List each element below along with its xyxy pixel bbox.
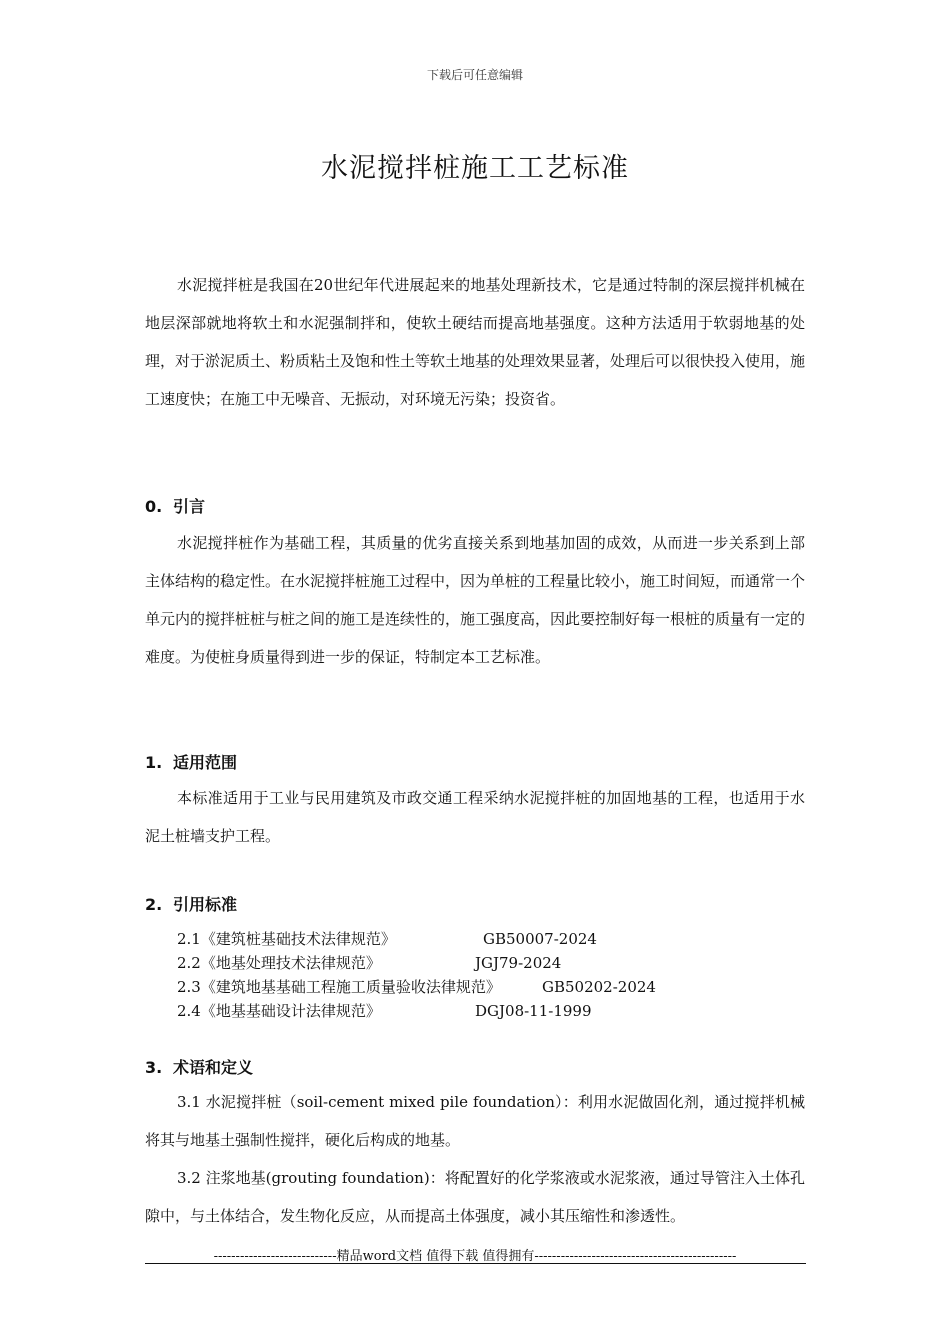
- reference-item: [177, 927, 805, 951]
- section-number: 2.: [145, 895, 163, 914]
- section-title: 引言: [173, 497, 206, 516]
- section-title: 术语和定义: [173, 1058, 254, 1077]
- definition-paragraph: 3.2 注浆地基(grouting foundation)：将配置好的化学浆液或水泥浆液，通过导管注入土体孔隙中，与土体结合，发生物化反应，从而提高土体强度，减小其压缩性和渗透性。: [145, 1169, 805, 1225]
- section-heading: [145, 494, 805, 517]
- reference-item: [177, 999, 805, 1023]
- section-1: [145, 750, 805, 773]
- section-2: [145, 892, 805, 915]
- section-paragraph: 本标准适用于工业与民用建筑及市政交通工程采纳水泥搅拌桩的加固地基的工程，也适用于水泥土桩墙支护工程。: [145, 789, 805, 845]
- reference-code: DGJ08-11-1999: [475, 1002, 592, 1020]
- reference-list: [145, 927, 805, 1023]
- section-heading: [145, 750, 805, 773]
- section-heading: [145, 1055, 805, 1078]
- page-footer: ----------------------------精品word文档 值得下载 值得拥有----------------------------------------------: [213, 1249, 737, 1264]
- section-number: 3.: [145, 1058, 163, 1077]
- intro-paragraph: 水泥搅拌桩是我国在20世纪年代进展起来的地基处理新技术，它是通过特制的深层搅拌机械在地层深部就地将软土和水泥强制拌和，使软土硬结而提高地基强度。这种方法适用于软弱地基的处理，对于淤泥质土、粉质粘土及饱和性土等软土地基的处理效果显著，处理后可以很快投入使用，施工速度快；在施工中无噪音、无振动，对环境无污染；投资省。: [145, 276, 806, 408]
- section-3: [145, 1055, 805, 1078]
- section-0-body: [145, 524, 805, 676]
- reference-name: 2.4《地基基础设计法律规范》: [177, 1002, 381, 1020]
- reference-item: [177, 975, 805, 999]
- section-1-body: [145, 779, 805, 855]
- reference-name: 2.3《建筑地基基础工程施工质量验收法律规范》: [177, 978, 501, 996]
- reference-code: GB50007-2024: [483, 930, 597, 948]
- section-title: 适用范围: [173, 753, 238, 772]
- definition-paragraph: 3.1 水泥搅拌桩（soil-cement mixed pile foundation）：利用水泥做固化剂，通过搅拌机械将其与地基土强制性搅拌，硬化后构成的地基。: [145, 1093, 805, 1149]
- page-header: 下载后可任意编辑: [426, 68, 523, 82]
- reference-list-block: [145, 927, 805, 1023]
- intro-block: [145, 266, 805, 418]
- reference-name: 2.2《地基处理技术法律规范》: [177, 954, 381, 972]
- footer-rule: [145, 1263, 806, 1264]
- section-3-body: [145, 1083, 805, 1235]
- reference-code: JGJ79-2024: [475, 954, 562, 972]
- section-number: 1.: [145, 753, 163, 772]
- reference-name: 2.1《建筑桩基础技术法律规范》: [177, 930, 396, 948]
- section-heading: [145, 892, 805, 915]
- section-number: 0.: [145, 497, 163, 516]
- reference-item: [177, 951, 805, 975]
- document-title: 水泥搅拌桩施工工艺标准: [321, 153, 629, 184]
- reference-code: GB50202-2024: [542, 978, 656, 996]
- section-title: 引用标准: [173, 895, 238, 914]
- section-0: [145, 494, 805, 517]
- section-paragraph: 水泥搅拌桩作为基础工程，其质量的优劣直接关系到地基加固的成效，从而进一步关系到上部主体结构的稳定性。在水泥搅拌桩施工过程中，因为单桩的工程量比较小，施工时间短，而通常一个单元内的搅拌桩桩与桩之间的施工是连续性的，施工强度高，因此要控制好每一根桩的质量有一定的难度。为使桩身质量得到进一步的保证，特制定本工艺标准。: [145, 534, 806, 666]
